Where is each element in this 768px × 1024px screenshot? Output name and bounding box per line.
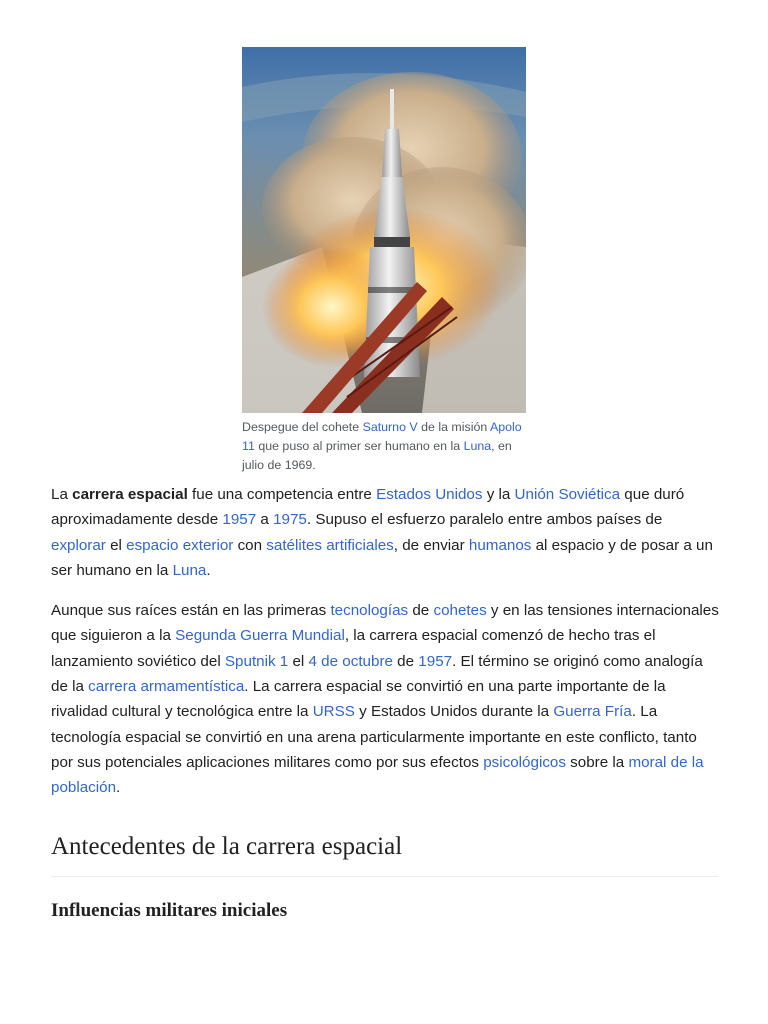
subsection-heading: Influencias militares iniciales — [51, 899, 288, 921]
intro-paragraph — [51, 482, 721, 583]
text-run: que duró aproximadamente desde — [51, 486, 685, 529]
text-run: . Supuso el esfuerzo paralelo entre ambos países de — [306, 511, 663, 529]
article-link[interactable]: Estados Unidos — [376, 486, 483, 503]
text-run: fue una competencia entre — [187, 486, 377, 503]
text-run: de la misión — [417, 420, 490, 434]
text-run: Aunque sus raíces están en las primeras — [51, 602, 331, 620]
article-link[interactable]: moral de la población — [51, 753, 704, 797]
text-run: y la — [482, 486, 515, 503]
article-link[interactable]: psicológicos — [483, 753, 566, 771]
article-link[interactable]: espacio exterior — [126, 536, 234, 554]
article-link[interactable]: Guerra Fría — [553, 703, 632, 721]
article-link[interactable]: Luna — [172, 561, 207, 579]
bold-term: carrera espacial — [72, 486, 188, 503]
text-run: y en las tensiones internacionales que siguieron a la — [51, 602, 719, 645]
article-link[interactable]: 1957 — [418, 652, 453, 670]
text-run: de — [408, 602, 434, 620]
text-run: Despegue del cohete — [242, 420, 363, 434]
figure-caption — [242, 418, 526, 475]
text-run: el — [105, 536, 127, 554]
article-link[interactable]: Luna — [463, 439, 492, 453]
article-link[interactable]: humanos — [468, 536, 532, 554]
article-link[interactable]: cohetes — [433, 602, 487, 620]
text-run: a — [256, 511, 274, 529]
article-link[interactable]: carrera armamentística — [88, 678, 245, 696]
article-link[interactable]: 1975 — [273, 511, 307, 529]
text-run: sobre la — [565, 753, 629, 771]
article-body — [51, 482, 721, 924]
text-run: y Estados Unidos durante la — [354, 703, 554, 721]
article-link[interactable]: explorar — [51, 536, 106, 554]
text-run: con — [233, 536, 267, 554]
article-link[interactable]: Unión Soviética — [514, 486, 621, 503]
text-run: de — [392, 652, 419, 670]
article-link[interactable]: URSS — [312, 703, 355, 721]
article-link[interactable]: Saturno V — [362, 420, 418, 434]
section-heading: Antecedentes de la carrera espacial — [51, 831, 718, 877]
article-link[interactable]: Sputnik 1 — [224, 652, 289, 670]
text-run: . La tecnología espacial se convirtió en una arena particularmente importante en este conflicto, tanto por sus potenciales aplicaciones militares como por sus efectos — [51, 703, 697, 771]
text-run: , la carrera espacial comenzó de hecho tras el lanzamiento soviético del — [51, 627, 656, 670]
article-link[interactable]: satélites artificiales — [266, 536, 394, 554]
text-run: . — [116, 779, 121, 797]
text-run: . La carrera espacial se convirtió en una parte importante de la rivalidad cultural y tecnológica entre la — [51, 678, 666, 721]
text-run: el — [288, 652, 309, 670]
article-link[interactable]: 4 de octubre — [308, 652, 393, 670]
text-run: , de enviar — [393, 536, 469, 554]
background-paragraph — [51, 598, 721, 800]
text-run: La — [51, 486, 73, 503]
text-run: al espacio y de posar a un ser humano en la — [51, 536, 713, 579]
article-link[interactable]: tecnologías — [330, 602, 409, 620]
text-run: . — [206, 561, 211, 579]
article-link[interactable]: 1957 — [222, 511, 257, 529]
rocket-launch-photo[interactable] — [242, 47, 526, 413]
text-run: , en julio de 1969. — [242, 439, 512, 472]
article-link[interactable]: Apolo 11 — [242, 420, 522, 453]
article-link[interactable]: Segunda Guerra Mundial — [175, 627, 345, 645]
text-run: . El término se originó como analogía de la — [51, 652, 703, 696]
figure — [242, 47, 526, 475]
text-run: que puso al primer ser humano en la — [254, 439, 464, 453]
